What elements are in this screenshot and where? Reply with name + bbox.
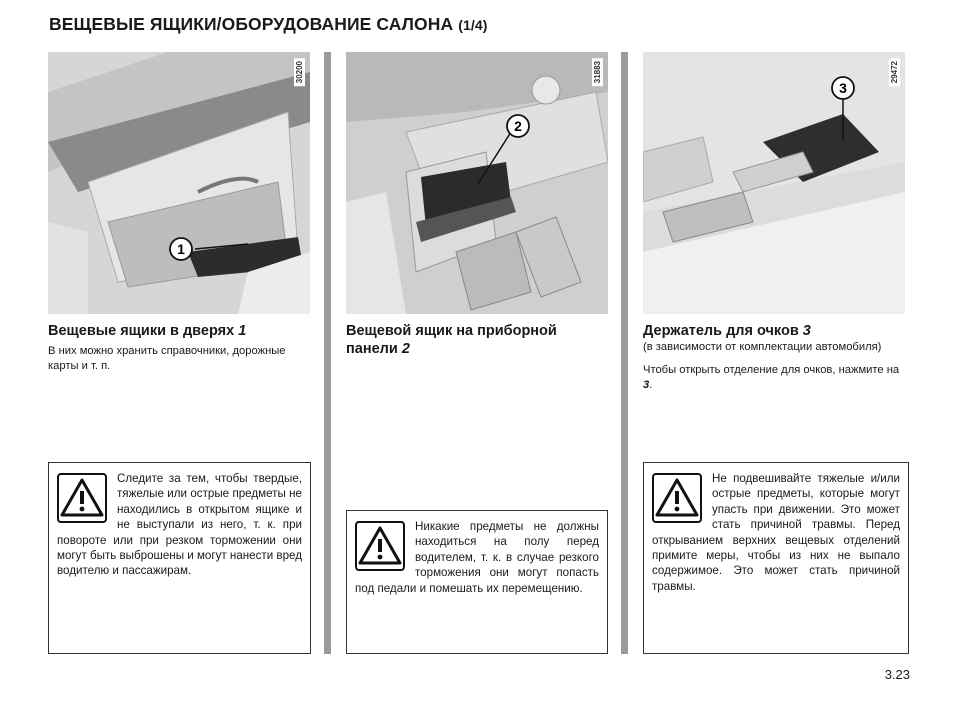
- glasses-holder-drawing: [643, 52, 905, 314]
- image-code: 29472: [889, 58, 900, 86]
- section-body-num: 3: [643, 379, 650, 391]
- callout-2-label: 2: [514, 118, 522, 134]
- section-heading: [643, 322, 905, 340]
- image-code: 30200: [294, 58, 305, 86]
- column-divider: [621, 52, 628, 654]
- warning-box: [346, 510, 608, 654]
- section-heading-text: Вещевые ящики в дверях: [48, 323, 235, 339]
- column-divider: [324, 52, 331, 654]
- section-heading: [346, 322, 608, 358]
- image-code: 31883: [592, 58, 603, 86]
- section-body: В них можно хранить справочники, дорожные карты и т. п.: [48, 345, 286, 372]
- section-heading-num: 2: [401, 341, 410, 357]
- column-glasses-holder: [643, 52, 905, 393]
- warning-icon: [355, 521, 405, 571]
- section-heading-text: Держатель для очков: [643, 323, 799, 339]
- section-body-text: Чтобы открыть отделение для очков, нажмите на: [643, 364, 900, 376]
- section-body-end: .: [649, 379, 653, 391]
- glasses-holder-illustration: [643, 52, 905, 314]
- warning-box: [643, 462, 909, 654]
- warning-icon: [652, 473, 702, 523]
- page-title: [49, 14, 488, 35]
- page-title-text: ВЕЩЕВЫЕ ЯЩИКИ/ОБОРУДОВАНИЕ САЛОНА: [49, 14, 454, 34]
- warning-text: Никакие предметы не должны находиться на полу перед водителем, т. к. в случае резкого торможения они могут попасть под педали и помешать их перемещению.: [355, 520, 599, 595]
- callout-1-label: 1: [177, 241, 185, 257]
- column-dashboard-box: [346, 52, 608, 358]
- warning-icon: [57, 473, 107, 523]
- warning-text: Не подвешивайте тяжелые и/или острые предметы, которые могут упасть при движении. Это может стать причиной травмы. Перед открыванием верхних вещевых отделений примите меры, чтобы из них не выпало содержимое. Это может стать причиной травмы.: [652, 472, 900, 593]
- section-note: (в зависимости от комплектации автомобиля): [643, 341, 882, 353]
- column-door-pockets: [48, 52, 310, 374]
- section-body: [643, 363, 905, 393]
- door-pocket-illustration: [48, 52, 310, 314]
- section-heading-text: Вещевой ящик на приборной панели: [346, 323, 557, 357]
- dashboard-box-drawing: [346, 52, 608, 314]
- section-heading-num: 1: [238, 323, 247, 339]
- callout-3-label: 3: [839, 80, 847, 96]
- section-heading: [48, 322, 310, 340]
- section-heading-num: 3: [802, 323, 811, 339]
- page-number: 3.23: [884, 667, 910, 682]
- warning-box: [48, 462, 311, 654]
- page-title-part: (1/4): [458, 17, 488, 33]
- warning-text: Следите за тем, чтобы твердые, тяжелые или острые предметы не находились в открытом ящике и не выступали из него, т. к. при повороте или при резком торможении они могут быть выброшены и могут нанести вред водителю и пассажирам.: [57, 472, 302, 578]
- door-pocket-drawing: [48, 52, 310, 314]
- dashboard-box-illustration: [346, 52, 608, 314]
